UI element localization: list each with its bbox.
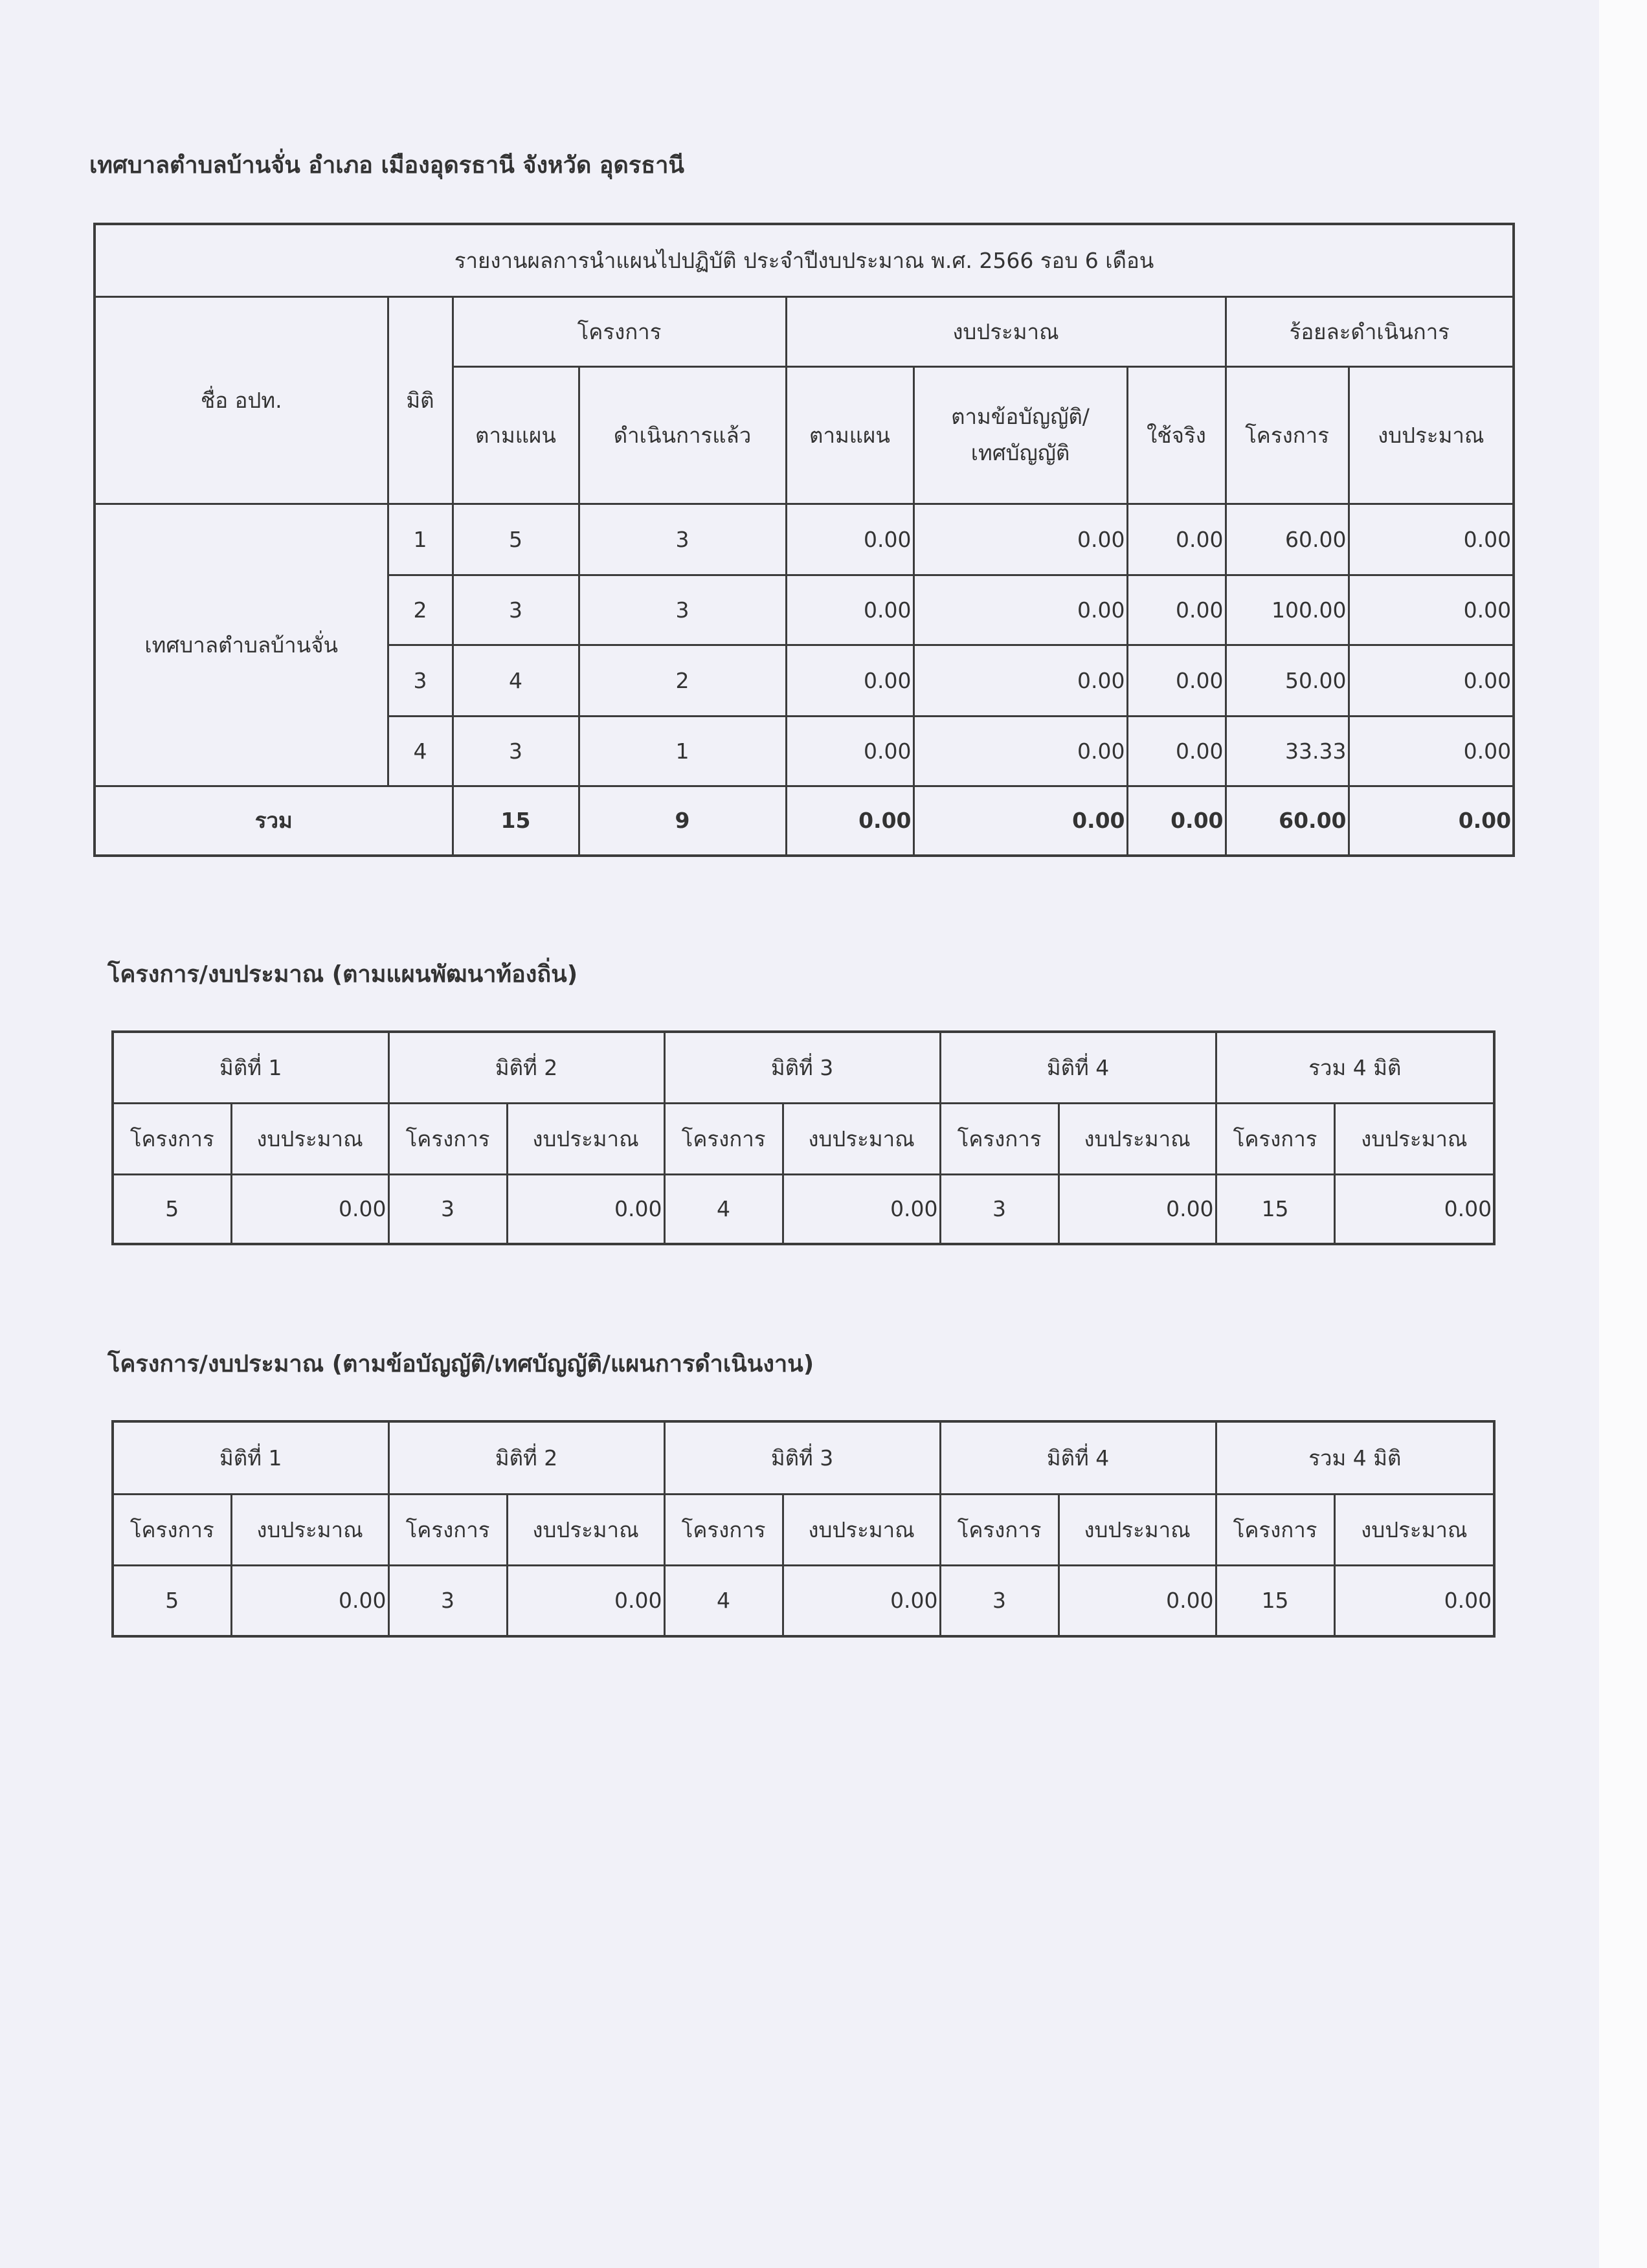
page-title: เทศบาลตำบลบ้านจั่น อำเภอ เมืองอุดรธานี จังหวัด อุดรธานี [89,152,685,179]
cell-budget-law: 0.00 [913,645,1127,716]
cell-budget: 0.00 [507,1174,664,1244]
column-header-org: ชื่อ อปท. [95,296,388,504]
scan-page-edge [1599,0,1647,2268]
cell-dimension: 3 [388,645,453,716]
group-header-percent: ร้อยละดำเนินการ [1226,296,1514,366]
sub-header-budget: งบประมาณ [783,1103,940,1174]
cell-plan: 5 [453,504,579,575]
cell-budget: 0.00 [783,1565,940,1636]
sub-header-projects: โครงการ [664,1494,783,1565]
sub-header-projects: โครงการ [388,1494,507,1565]
cell-budget-law: 0.00 [913,716,1127,786]
sub-header-projects: โครงการ [113,1494,231,1565]
total-4-dimensions-header: รวม 4 มิติ [1216,1421,1494,1494]
cell-plan: 3 [453,716,579,786]
cell-budget: 0.00 [1334,1565,1494,1636]
dimension-3-header: มิติที่ 3 [664,1032,940,1103]
total-budget-plan: 0.00 [786,786,913,856]
total-percent-budget: 0.00 [1349,786,1514,856]
sub-header-projects: โครงการ [1216,1494,1334,1565]
sub-header-plan: ตามแผน [453,366,579,504]
dimension-1-header: มิติที่ 1 [113,1421,388,1494]
cell-dimension: 4 [388,716,453,786]
table-row [113,1174,1494,1244]
cell-projects: 4 [664,1565,783,1636]
dimension-1-header: มิติที่ 1 [113,1032,388,1103]
cell-projects: 15 [1216,1174,1334,1244]
sub-header-projects: โครงการ [113,1103,231,1174]
cell-budget: 0.00 [507,1565,664,1636]
section-heading-ordinance: โครงการ/งบประมาณ (ตามข้อบัญญัติ/เทศบัญญัติ/แผนการดำเนินงาน) [107,1351,814,1377]
cell-projects: 3 [940,1565,1059,1636]
org-name-cell: เทศบาลตำบลบ้านจั่น [95,504,388,786]
local-plan-table [111,1030,1496,1245]
group-header-budget: งบประมาณ [786,296,1226,366]
total-percent-projects: 60.00 [1226,786,1349,856]
cell-dimension: 2 [388,575,453,645]
cell-percent-projects: 100.00 [1226,575,1349,645]
sub-header-actual: ใช้จริง [1127,366,1226,504]
dimension-2-header: มิติที่ 2 [388,1421,664,1494]
total-plan: 15 [453,786,579,856]
total-budget-law: 0.00 [913,786,1127,856]
cell-projects: 5 [113,1565,231,1636]
sub-header-projects: โครงการ [1216,1103,1334,1174]
sub-header-budget-law-line2: เทศบัญญัติ [970,440,1070,465]
sub-header-budget-law [913,366,1127,504]
cell-budget-plan: 0.00 [786,504,913,575]
cell-budget: 0.00 [1059,1174,1216,1244]
sub-header-budget: งบประมาณ [1334,1103,1494,1174]
table-row [95,504,1514,575]
cell-budget-plan: 0.00 [786,645,913,716]
cell-projects: 4 [664,1174,783,1244]
sub-header-budget: งบประมาณ [1059,1103,1216,1174]
cell-percent-projects: 33.33 [1226,716,1349,786]
ordinance-table [111,1420,1496,1638]
cell-projects: 5 [113,1174,231,1244]
cell-done: 3 [579,504,786,575]
total-4-dimensions-header: รวม 4 มิติ [1216,1032,1494,1103]
total-done: 9 [579,786,786,856]
sub-header-budget: งบประมาณ [507,1494,664,1565]
cell-budget: 0.00 [783,1174,940,1244]
column-header-dimension: มิติ [388,296,453,504]
cell-budget: 0.00 [1334,1174,1494,1244]
section-heading-local-plan: โครงการ/งบประมาณ (ตามแผนพัฒนาท้องถิ่น) [107,961,578,988]
dimension-2-header: มิติที่ 2 [388,1032,664,1103]
sub-header-projects: โครงการ [388,1103,507,1174]
cell-budget: 0.00 [231,1174,388,1244]
cell-budget: 0.00 [231,1565,388,1636]
cell-done: 3 [579,575,786,645]
cell-percent-budget: 0.00 [1349,645,1514,716]
cell-percent-projects: 60.00 [1226,504,1349,575]
cell-budget-actual: 0.00 [1127,504,1226,575]
cell-plan: 3 [453,575,579,645]
cell-budget-plan: 0.00 [786,575,913,645]
report-table-title: รายงานผลการนำแผนไปปฏิบัติ ประจำปีงบประมาณ พ.ศ. 2566 รอบ 6 เดือน [95,224,1514,296]
sub-header-budget: งบประมาณ [507,1103,664,1174]
total-row [95,786,1514,856]
sub-header-done: ดำเนินการแล้ว [579,366,786,504]
sub-header-budget-plan: ตามแผน [786,366,913,504]
cell-budget: 0.00 [1059,1565,1216,1636]
sub-header-projects: โครงการ [940,1494,1059,1565]
cell-projects: 3 [940,1174,1059,1244]
table-row [113,1565,1494,1636]
cell-budget-actual: 0.00 [1127,645,1226,716]
cell-done: 2 [579,645,786,716]
cell-percent-budget: 0.00 [1349,716,1514,786]
sub-header-budget-law-line1: ตามข้อบัญญัติ/ [951,404,1090,429]
sub-header-percent-projects: โครงการ [1226,366,1349,504]
cell-projects: 3 [388,1565,507,1636]
cell-percent-budget: 0.00 [1349,575,1514,645]
dimension-4-header: มิติที่ 4 [940,1032,1216,1103]
cell-budget-law: 0.00 [913,504,1127,575]
sub-header-percent-budget: งบประมาณ [1349,366,1514,504]
cell-done: 1 [579,716,786,786]
report-table [93,223,1515,857]
dimension-3-header: มิติที่ 3 [664,1421,940,1494]
cell-projects: 15 [1216,1565,1334,1636]
sub-header-budget: งบประมาณ [231,1103,388,1174]
cell-projects: 3 [388,1174,507,1244]
cell-dimension: 1 [388,504,453,575]
sub-header-projects: โครงการ [940,1103,1059,1174]
total-label: รวม [95,786,453,856]
total-budget-actual: 0.00 [1127,786,1226,856]
group-header-projects: โครงการ [453,296,786,366]
cell-budget-plan: 0.00 [786,716,913,786]
cell-percent-projects: 50.00 [1226,645,1349,716]
cell-percent-budget: 0.00 [1349,504,1514,575]
sub-header-budget: งบประมาณ [1334,1494,1494,1565]
cell-plan: 4 [453,645,579,716]
cell-budget-actual: 0.00 [1127,575,1226,645]
cell-budget-actual: 0.00 [1127,716,1226,786]
cell-budget-law: 0.00 [913,575,1127,645]
sub-header-projects: โครงการ [664,1103,783,1174]
sub-header-budget: งบประมาณ [231,1494,388,1565]
sub-header-budget: งบประมาณ [783,1494,940,1565]
dimension-4-header: มิติที่ 4 [940,1421,1216,1494]
sub-header-budget: งบประมาณ [1059,1494,1216,1565]
